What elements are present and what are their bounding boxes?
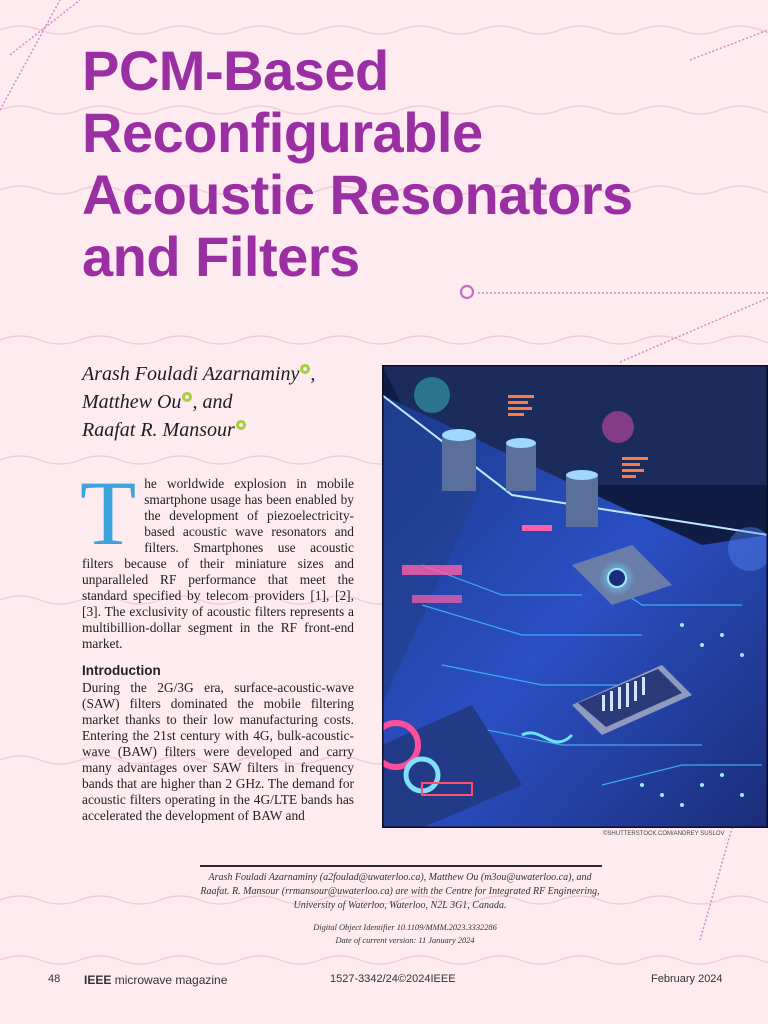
author-line <box>82 360 382 388</box>
magazine-name <box>84 973 227 987</box>
orcid-icon[interactable] <box>236 420 246 430</box>
author-separator: , <box>310 363 316 385</box>
doi-line: Digital Object Identifier 10.1109/MMM.2023.3332286 <box>313 923 497 932</box>
article-title <box>82 40 762 288</box>
title-line: and Filters <box>82 225 360 288</box>
author-name: Raafat R. Mansour <box>82 419 235 441</box>
magazine-title: microwave magazine <box>111 973 228 987</box>
orcid-icon[interactable] <box>182 392 192 402</box>
affiliation-line: Raafat. R. Mansour (rrmansour@uwaterloo.ca) are with the Centre for Integrated RF Engineering, <box>200 886 600 897</box>
section-heading: Introduction <box>82 663 161 678</box>
author-line <box>82 416 382 444</box>
circuit-board-illustration <box>382 365 768 828</box>
author-separator: , and <box>192 391 233 413</box>
issue-date: February 2024 <box>651 973 723 985</box>
section-paragraph: During the 2G/3G era, surface-acoustic-wave (SAW) filters dominated the mobile filtering market thanks to their low manufacturing costs. Entering the 21st century with 4G, bulk-acoustic-wave (BAW) filters were developed and carry many advantages over SAW filters in frequency bands that are higher than 2 GHz. The demand for acoustic filters operating in the 4G/LTE bands has accelerated the development of BAW and <box>82 680 354 823</box>
intro-paragraph <box>80 462 354 652</box>
page-number: 48 <box>48 973 61 985</box>
title-line: Reconfigurable <box>82 101 483 164</box>
magazine-ieee: IEEE <box>84 973 112 987</box>
doi-info <box>260 921 550 947</box>
title-line: Acoustic Resonators <box>82 163 633 226</box>
author-line <box>82 388 382 416</box>
issn-code: 1527-3342/24©2024IEEE <box>330 973 456 985</box>
intro-text: he worldwide explosion in mobile smartphone usage has been enabled by the development of piezoelectricity-based acoustic wave resonators and filters. Smartphones use acoustic filters because of their miniature sizes and unparalleled RF performance that meet the standard specified by telecom providers [1], [2], [3]. The exclusivity of acoustic filters represents a multibillion-dollar segment in the RF front-end market. <box>82 476 354 651</box>
author-affiliation <box>180 871 620 913</box>
author-name: Arash Fouladi Azarnaminy <box>82 363 300 385</box>
article-body <box>80 462 354 824</box>
affiliation-divider <box>200 865 602 867</box>
orcid-icon[interactable] <box>300 364 310 374</box>
image-credit: ©SHUTTERSTOCK.COM/ANDREY SUSLOV <box>603 831 725 837</box>
title-line: PCM-Based <box>82 39 389 102</box>
drop-cap: T <box>80 462 137 564</box>
author-name: Matthew Ou <box>82 391 182 413</box>
affiliation-line: Arash Fouladi Azarnaminy (a2foulad@uwaterloo.ca), Matthew Ou (m3ou@uwaterloo.ca), and <box>208 872 592 883</box>
date-line: Date of current version: 11 January 2024 <box>335 936 475 945</box>
author-list <box>82 360 382 444</box>
affiliation-line: University of Waterloo, Waterloo, N2L 3G1, Canada. <box>293 900 507 911</box>
